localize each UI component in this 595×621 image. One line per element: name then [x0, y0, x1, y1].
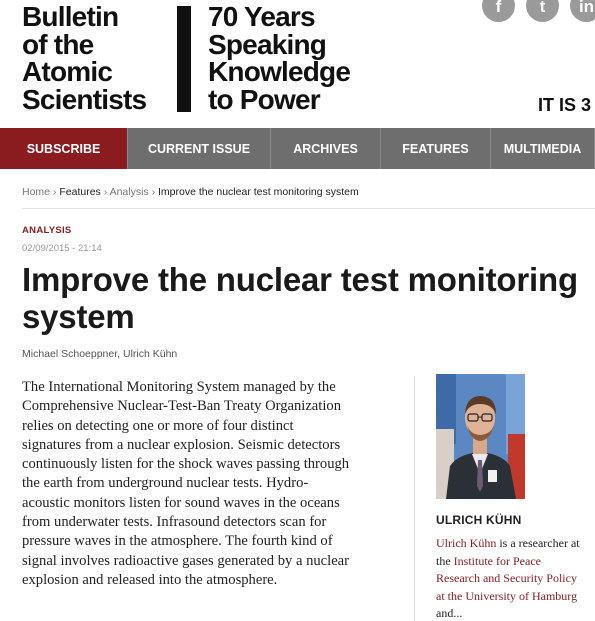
body-line: explosion and released into the atmosphere. [22, 571, 278, 588]
site-logo[interactable] [22, 3, 146, 113]
tagline-line: to Power [208, 83, 320, 115]
nav-features[interactable]: FEATURES [381, 128, 491, 169]
body-line: continuously listen for the shock waves passing through [22, 456, 350, 473]
masthead [0, 0, 595, 128]
author-bio [436, 535, 595, 621]
anniversary-tagline [208, 3, 350, 113]
author-photo [436, 374, 525, 499]
body-line: pressure waves in the atmosphere. The fourth kind of [22, 533, 333, 550]
body-line: Comprehensive Nuclear-Test-Ban Treaty Organization [22, 398, 341, 415]
article-title: Improve the nuclear test monitoring system [22, 261, 578, 335]
tagline-line: Speaking [208, 28, 327, 60]
sidebar-author-name[interactable]: ULRICH KÜHN [436, 513, 522, 527]
article-authors: Michael Schoeppner, Ulrich Kühn [22, 348, 178, 360]
article-date: 02/09/2015 - 21:14 [22, 243, 102, 254]
body-line: signatures from a nuclear explosion. Seismic detectors [22, 436, 341, 453]
main-nav [0, 128, 595, 169]
author-portrait-image [436, 374, 525, 499]
column-divider [414, 376, 415, 621]
institute-link[interactable]: Research and Security Policy [436, 571, 577, 585]
body-line: acoustic monitors listen for sound waves in the oceans [22, 494, 340, 511]
article-body [22, 378, 394, 590]
logo-line: Scientists [22, 83, 147, 115]
breadcrumb [22, 186, 359, 198]
breadcrumb-features[interactable]: Features [59, 186, 101, 198]
linkedin-icon[interactable]: in [570, 0, 595, 22]
institute-link[interactable]: Institute for Peace [453, 553, 541, 568]
bio-text: and... [436, 606, 463, 620]
nav-multimedia[interactable]: MULTIMEDIA [491, 128, 595, 169]
nav-current-issue[interactable]: CURRENT ISSUE [128, 128, 271, 169]
body-line: relies on detecting one or more of four distinct [22, 417, 294, 434]
tagline-line: Knowledge [208, 56, 351, 87]
tagline-line: 70 Years [208, 1, 315, 32]
breadcrumb-analysis[interactable]: Analysis [109, 186, 149, 198]
bio-text: the [436, 553, 454, 568]
article-category[interactable]: ANALYSIS [22, 225, 72, 236]
nav-subscribe[interactable]: SUBSCRIBE [0, 128, 128, 169]
breadcrumb-separator: › [148, 186, 159, 198]
body-line: the earth from underground nuclear tests. Hydro- [22, 475, 309, 492]
body-line: signal involves radioactive gases generated by a nuclear [22, 552, 350, 569]
breadcrumb-current: Improve the nuclear test monitoring system [158, 186, 359, 198]
facebook-icon[interactable]: f [482, 0, 515, 22]
doomsday-clock-text[interactable]: IT IS 3 [538, 95, 592, 115]
breadcrumb-separator: › [50, 186, 60, 198]
author-bio-name-link[interactable]: Ulrich Kühn [436, 536, 497, 550]
logo-line: Atomic [22, 56, 113, 87]
breadcrumb-home[interactable]: Home [22, 186, 51, 198]
bio-text: is a researcher at [496, 536, 580, 550]
logo-line: of the [22, 28, 94, 60]
body-line: The International Monitoring System managed by the [22, 379, 336, 395]
body-line: from underwater tests. Infrasound detectors scan for [22, 514, 327, 531]
twitter-icon[interactable]: t [526, 0, 559, 22]
logo-line: Bulletin [22, 1, 119, 32]
breadcrumb-divider [22, 208, 595, 209]
institute-link[interactable]: at the University of Hamburg [436, 588, 578, 603]
logo-divider-bar [177, 6, 191, 112]
nav-archives[interactable]: ARCHIVES [271, 128, 381, 169]
breadcrumb-separator: › [100, 186, 110, 198]
